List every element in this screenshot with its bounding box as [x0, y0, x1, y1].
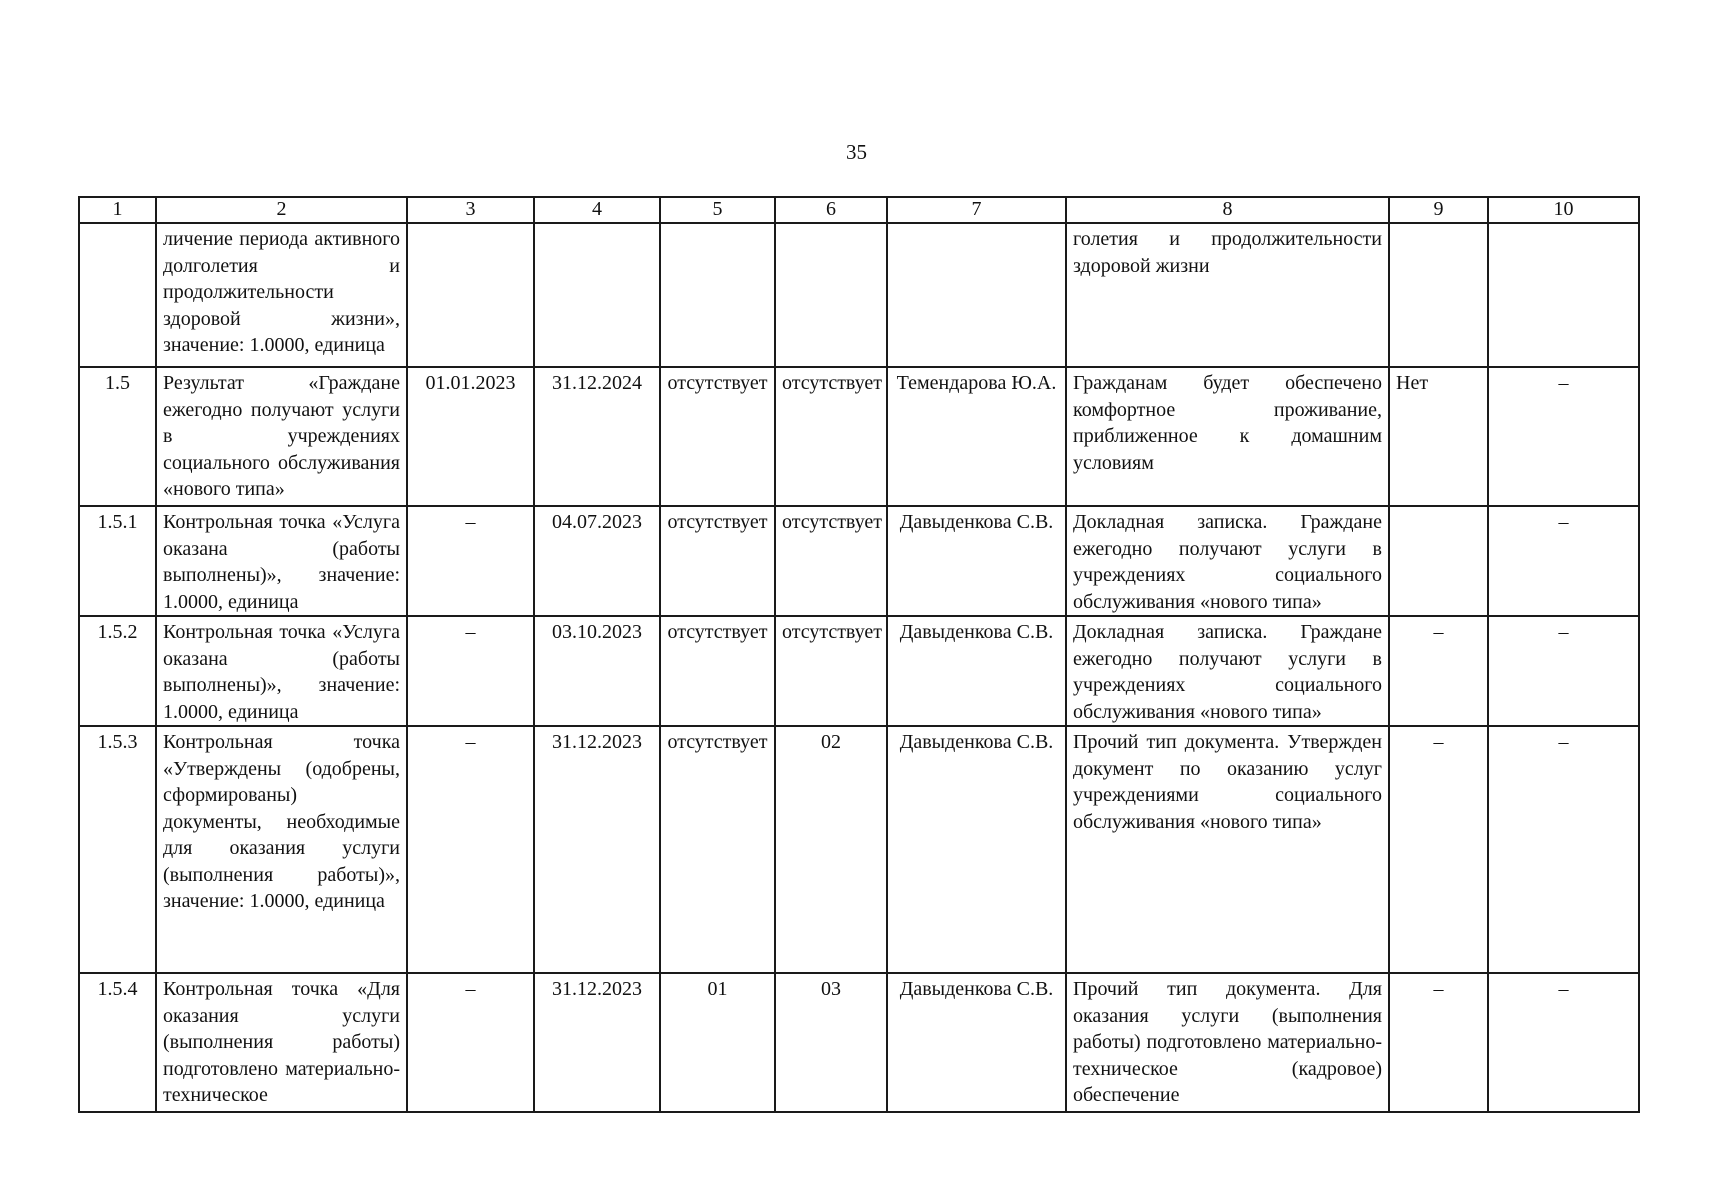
- header-cell: 10: [1488, 197, 1639, 223]
- column-9-value: –: [1389, 726, 1488, 973]
- column-6-value: 03: [775, 973, 887, 1112]
- result-description: голетия и продолжительности здоровой жизни: [1066, 223, 1389, 367]
- control-points-table: [78, 196, 1640, 1113]
- header-cell: 4: [534, 197, 660, 223]
- table-row: [79, 726, 1639, 973]
- column-9-value: –: [1389, 973, 1488, 1112]
- table-row: [79, 616, 1639, 726]
- end-date: 04.07.2023: [534, 506, 660, 616]
- row-number: 1.5.4: [79, 973, 156, 1112]
- event-name: Результат «Граждане ежегодно получают услуги в учреждениях социального обслуживания «нового типа»: [156, 367, 407, 506]
- end-date: 31.12.2023: [534, 726, 660, 973]
- end-date: 31.12.2023: [534, 973, 660, 1112]
- table-row: [79, 506, 1639, 616]
- result-description: Докладная записка. Граждане ежегодно получают услуги в учреждениях социального обслуживания «нового типа»: [1066, 616, 1389, 726]
- row-number: 1.5.1: [79, 506, 156, 616]
- column-6-value: отсутствует: [775, 367, 887, 506]
- start-date: –: [407, 973, 534, 1112]
- row-number: 1.5.3: [79, 726, 156, 973]
- column-10-value: –: [1488, 367, 1639, 506]
- responsible-person: Давыденкова С.В.: [887, 506, 1066, 616]
- end-date: [534, 223, 660, 367]
- column-6-value: отсутствует: [775, 616, 887, 726]
- event-name: Контрольная точка «Для оказания услуги (выполнения работы) подготовлено материально-техническое: [156, 973, 407, 1112]
- column-5-value: отсутствует: [660, 726, 775, 973]
- header-row: [79, 197, 1639, 223]
- result-description: Гражданам будет обеспечено комфортное проживание, приближенное к домашним условиям: [1066, 367, 1389, 506]
- responsible-person: Давыденкова С.В.: [887, 616, 1066, 726]
- column-9-value: [1389, 223, 1488, 367]
- responsible-person: Давыденкова С.В.: [887, 726, 1066, 973]
- table-row: [79, 223, 1639, 367]
- column-6-value: [775, 223, 887, 367]
- end-date: 03.10.2023: [534, 616, 660, 726]
- header-cell: 8: [1066, 197, 1389, 223]
- event-name: Контрольная точка «Утверждены (одобрены, сформированы) документы, необходимые для оказания услуги (выполнения работы)», значение: 1.0000, единица: [156, 726, 407, 973]
- header-cell: 9: [1389, 197, 1488, 223]
- column-5-value: [660, 223, 775, 367]
- column-10-value: –: [1488, 973, 1639, 1112]
- start-date: [407, 223, 534, 367]
- column-9-value: Нет: [1389, 367, 1488, 506]
- column-9-value: –: [1389, 616, 1488, 726]
- start-date: 01.01.2023: [407, 367, 534, 506]
- table-row: [79, 973, 1639, 1112]
- table-row: [79, 367, 1639, 506]
- result-description: Прочий тип документа. Для оказания услуги (выполнения работы) подготовлено материально-техническое (кадровое) обеспечение: [1066, 973, 1389, 1112]
- responsible-person: Давыденкова С.В.: [887, 973, 1066, 1112]
- end-date: 31.12.2024: [534, 367, 660, 506]
- result-description: Докладная записка. Граждане ежегодно получают услуги в учреждениях социального обслуживания «нового типа»: [1066, 506, 1389, 616]
- header-cell: 3: [407, 197, 534, 223]
- event-name: личение периода активного долголетия и продолжительности здоровой жизни», значение: 1.0000, единица: [156, 223, 407, 367]
- start-date: –: [407, 726, 534, 973]
- header-cell: 5: [660, 197, 775, 223]
- column-10-value: [1488, 223, 1639, 367]
- responsible-person: [887, 223, 1066, 367]
- row-number: [79, 223, 156, 367]
- header-cell: 1: [79, 197, 156, 223]
- result-description: Прочий тип документа. Утвержден документ по оказанию услуг учреждениями социального обслуживания «нового типа»: [1066, 726, 1389, 973]
- column-5-value: отсутствует: [660, 506, 775, 616]
- column-5-value: 01: [660, 973, 775, 1112]
- column-6-value: отсутствует: [775, 506, 887, 616]
- header-cell: 6: [775, 197, 887, 223]
- column-9-value: [1389, 506, 1488, 616]
- column-10-value: –: [1488, 506, 1639, 616]
- header-cell: 2: [156, 197, 407, 223]
- column-5-value: отсутствует: [660, 616, 775, 726]
- page-number: 35: [846, 140, 867, 164]
- responsible-person: Темендарова Ю.А.: [887, 367, 1066, 506]
- column-10-value: –: [1488, 726, 1639, 973]
- start-date: –: [407, 616, 534, 726]
- column-6-value: 02: [775, 726, 887, 973]
- row-number: 1.5.2: [79, 616, 156, 726]
- event-name: Контрольная точка «Услуга оказана (работы выполнены)», значение: 1.0000, единица: [156, 506, 407, 616]
- row-number: 1.5: [79, 367, 156, 506]
- header-cell: 7: [887, 197, 1066, 223]
- column-10-value: –: [1488, 616, 1639, 726]
- column-5-value: отсутствует: [660, 367, 775, 506]
- start-date: –: [407, 506, 534, 616]
- event-name: Контрольная точка «Услуга оказана (работы выполнены)», значение: 1.0000, единица: [156, 616, 407, 726]
